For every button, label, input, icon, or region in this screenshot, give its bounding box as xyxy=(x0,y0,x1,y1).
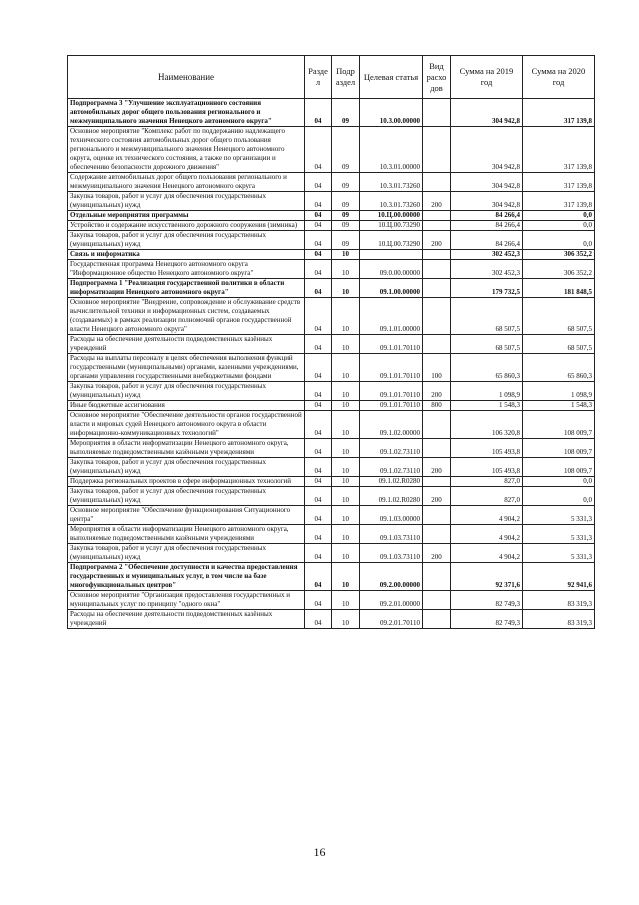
row-name: Государственная программа Ненецкого автономного округа "Информационное общество Ненецкого автономного округа" xyxy=(68,260,305,279)
row-celevaya-statya: 09.1.00.00000 xyxy=(360,279,423,298)
row-name: Подпрограмма 2 "Обеспечение доступности и качества предоставления государственных и муниципальных услуг, в том числе на базе многофункциональных центров" xyxy=(68,563,305,591)
row-razdel: 04 xyxy=(305,231,332,250)
row-vid-rashodov xyxy=(423,411,451,439)
row-razdel: 04 xyxy=(305,298,332,335)
row-vid-rashodov xyxy=(423,610,451,629)
table-row xyxy=(68,221,595,231)
row-celevaya-statya: 10.3.00.00000 xyxy=(360,99,423,127)
row-razdel: 04 xyxy=(305,439,332,458)
row-vid-rashodov xyxy=(423,260,451,279)
row-sum-2020: 181 848,5 xyxy=(523,279,595,298)
row-celevaya-statya: 09.0.00.00000 xyxy=(360,260,423,279)
row-podrazdel: 10 xyxy=(332,458,360,477)
col-header-sum2020: Сумма на 2020 год xyxy=(523,56,595,99)
table-row xyxy=(68,354,595,382)
row-podrazdel: 10 xyxy=(332,591,360,610)
row-podrazdel: 09 xyxy=(332,192,360,211)
table-row xyxy=(68,401,595,411)
row-razdel: 04 xyxy=(305,260,332,279)
row-name: Основное мероприятие "Организация предоставления государственных и муниципальных услуг по принципу "одного окна" xyxy=(68,591,305,610)
row-sum-2019: 304 942,8 xyxy=(451,99,523,127)
table-row xyxy=(68,127,595,173)
row-razdel: 04 xyxy=(305,211,332,221)
table-row xyxy=(68,506,595,525)
table-row xyxy=(68,173,595,192)
table-row xyxy=(68,260,595,279)
row-podrazdel: 10 xyxy=(332,401,360,411)
row-razdel: 04 xyxy=(305,99,332,127)
row-sum-2020: 1 098,9 xyxy=(523,382,595,401)
row-sum-2020: 83 319,3 xyxy=(523,610,595,629)
row-vid-rashodov xyxy=(423,563,451,591)
row-name: Основное мероприятие "Комплекс работ по поддержанию надлежащего технического состояния автомобильных дорог общего пользования регионального и межмуниципального значения Ненецкого автономного округа, оценке их технического состояния, а также по организации и обеспечению безопасности дорожного движения" xyxy=(68,127,305,173)
row-vid-rashodov xyxy=(423,506,451,525)
table-row xyxy=(68,231,595,250)
row-podrazdel: 10 xyxy=(332,563,360,591)
row-podrazdel: 10 xyxy=(332,250,360,260)
row-podrazdel: 10 xyxy=(332,279,360,298)
row-razdel: 04 xyxy=(305,382,332,401)
row-sum-2019: 84 266,4 xyxy=(451,221,523,231)
row-sum-2019: 1 098,9 xyxy=(451,382,523,401)
row-sum-2019: 827,0 xyxy=(451,487,523,506)
col-header-sum2019: Сумма на 2019 год xyxy=(451,56,523,99)
row-podrazdel: 10 xyxy=(332,411,360,439)
row-sum-2019: 1 548,3 xyxy=(451,401,523,411)
row-vid-rashodov xyxy=(423,477,451,487)
row-podrazdel: 10 xyxy=(332,335,360,354)
row-sum-2019: 82 749,3 xyxy=(451,591,523,610)
row-sum-2020: 0,0 xyxy=(523,477,595,487)
row-sum-2019: 82 749,3 xyxy=(451,610,523,629)
table-row xyxy=(68,411,595,439)
row-podrazdel: 10 xyxy=(332,260,360,279)
table-row xyxy=(68,250,595,260)
row-razdel: 04 xyxy=(305,544,332,563)
row-sum-2020: 68 507,5 xyxy=(523,298,595,335)
row-sum-2020: 317 139,8 xyxy=(523,99,595,127)
row-vid-rashodov xyxy=(423,250,451,260)
row-sum-2020: 83 319,3 xyxy=(523,591,595,610)
row-sum-2019: 4 904,2 xyxy=(451,506,523,525)
row-sum-2020: 0,0 xyxy=(523,221,595,231)
table-row xyxy=(68,477,595,487)
row-sum-2019: 304 942,8 xyxy=(451,127,523,173)
row-sum-2020: 108 009,7 xyxy=(523,458,595,477)
row-name: Закупка товаров, работ и услуг для обеспечения государственных (муниципальных) нужд xyxy=(68,544,305,563)
row-razdel: 04 xyxy=(305,127,332,173)
row-sum-2020: 108 009,7 xyxy=(523,439,595,458)
row-sum-2020: 5 331,3 xyxy=(523,506,595,525)
row-podrazdel: 10 xyxy=(332,477,360,487)
row-vid-rashodov xyxy=(423,127,451,173)
row-sum-2020: 108 009,7 xyxy=(523,411,595,439)
row-sum-2019: 92 371,6 xyxy=(451,563,523,591)
row-razdel: 04 xyxy=(305,458,332,477)
row-podrazdel: 09 xyxy=(332,221,360,231)
row-name: Закупка товаров, работ и услуг для обеспечения государственных (муниципальных) нужд xyxy=(68,192,305,211)
row-razdel: 04 xyxy=(305,591,332,610)
row-sum-2020: 5 331,3 xyxy=(523,525,595,544)
header-row xyxy=(68,56,595,99)
row-celevaya-statya: 09.1.01.70110 xyxy=(360,382,423,401)
row-razdel: 04 xyxy=(305,477,332,487)
row-razdel: 04 xyxy=(305,525,332,544)
row-sum-2019: 302 452,3 xyxy=(451,260,523,279)
row-vid-rashodov xyxy=(423,173,451,192)
row-vid-rashodov xyxy=(423,335,451,354)
page-number: 16 xyxy=(313,845,326,859)
row-razdel: 04 xyxy=(305,563,332,591)
row-name: Мероприятия в области информатизации Ненецкого автономного округа, выполняемые подведомственными казёнными учреждениями xyxy=(68,439,305,458)
table-row xyxy=(68,335,595,354)
row-vid-rashodov xyxy=(423,525,451,544)
table-row xyxy=(68,99,595,127)
row-name: Устройство и содержание искусственного дорожного сооружения (зимника) xyxy=(68,221,305,231)
row-podrazdel: 10 xyxy=(332,382,360,401)
row-vid-rashodov: 800 xyxy=(423,401,451,411)
row-razdel: 04 xyxy=(305,173,332,192)
table-row xyxy=(68,487,595,506)
row-sum-2019: 304 942,8 xyxy=(451,173,523,192)
row-razdel: 04 xyxy=(305,610,332,629)
row-celevaya-statya: 10.3.01.00000 xyxy=(360,127,423,173)
row-sum-2020: 0,0 xyxy=(523,487,595,506)
row-name: Содержание автомобильных дорог общего пользования регионального и межмуниципального значения Ненецкого автономного округа xyxy=(68,173,305,192)
row-vid-rashodov xyxy=(423,99,451,127)
row-vid-rashodov: 100 xyxy=(423,354,451,382)
row-podrazdel: 10 xyxy=(332,506,360,525)
row-name: Поддержка региональных проектов в сфере информационных технологий xyxy=(68,477,305,487)
table-row xyxy=(68,563,595,591)
row-podrazdel: 10 xyxy=(332,544,360,563)
row-celevaya-statya: 09.1.02.R0280 xyxy=(360,477,423,487)
row-celevaya-statya: 09.2.00.00000 xyxy=(360,563,423,591)
row-sum-2019: 68 507,5 xyxy=(451,335,523,354)
col-header-name: Наименование xyxy=(68,56,305,99)
row-razdel: 04 xyxy=(305,487,332,506)
row-podrazdel: 10 xyxy=(332,610,360,629)
table-row xyxy=(68,544,595,563)
row-sum-2020: 0,0 xyxy=(523,211,595,221)
row-sum-2020: 317 139,8 xyxy=(523,173,595,192)
table-row xyxy=(68,458,595,477)
row-celevaya-statya: 09.2.01.70110 xyxy=(360,610,423,629)
row-vid-rashodov: 200 xyxy=(423,458,451,477)
row-podrazdel: 09 xyxy=(332,99,360,127)
row-razdel: 04 xyxy=(305,335,332,354)
budget-table xyxy=(67,55,595,629)
row-name: Расходы на обеспечение деятельности подведомственных казённых учреждений xyxy=(68,610,305,629)
table-row xyxy=(68,591,595,610)
row-vid-rashodov xyxy=(423,298,451,335)
row-name: Отдельные мероприятия программы xyxy=(68,211,305,221)
row-razdel: 04 xyxy=(305,354,332,382)
row-name: Иные бюджетные ассигнования xyxy=(68,401,305,411)
row-vid-rashodov xyxy=(423,591,451,610)
row-name: Связь и информатика xyxy=(68,250,305,260)
row-sum-2019: 304 942,8 xyxy=(451,192,523,211)
row-sum-2020: 1 548,3 xyxy=(523,401,595,411)
row-sum-2020: 68 507,5 xyxy=(523,335,595,354)
row-sum-2020: 317 139,8 xyxy=(523,192,595,211)
row-razdel: 04 xyxy=(305,250,332,260)
row-sum-2020: 92 941,6 xyxy=(523,563,595,591)
row-celevaya-statya: 09.2.01.00000 xyxy=(360,591,423,610)
row-celevaya-statya: 09.1.03.00000 xyxy=(360,506,423,525)
row-sum-2020: 65 860,3 xyxy=(523,354,595,382)
row-podrazdel: 10 xyxy=(332,487,360,506)
row-razdel: 04 xyxy=(305,192,332,211)
row-podrazdel: 09 xyxy=(332,173,360,192)
row-sum-2020: 306 352,2 xyxy=(523,260,595,279)
row-vid-rashodov: 200 xyxy=(423,382,451,401)
row-sum-2019: 827,0 xyxy=(451,477,523,487)
row-sum-2019: 84 266,4 xyxy=(451,211,523,221)
row-sum-2019: 105 493,8 xyxy=(451,458,523,477)
row-podrazdel: 10 xyxy=(332,525,360,544)
row-vid-rashodov xyxy=(423,211,451,221)
row-celevaya-statya: 10.3.01.73260 xyxy=(360,192,423,211)
row-celevaya-statya: 09.1.02.73110 xyxy=(360,458,423,477)
row-podrazdel: 10 xyxy=(332,439,360,458)
row-name: Расходы на обеспечение деятельности подведомственных казённых учреждений xyxy=(68,335,305,354)
row-celevaya-statya xyxy=(360,250,423,260)
row-vid-rashodov: 200 xyxy=(423,192,451,211)
table-row xyxy=(68,192,595,211)
row-celevaya-statya: 09.1.01.70110 xyxy=(360,401,423,411)
row-vid-rashodov xyxy=(423,221,451,231)
row-celevaya-statya: 10.3.01.73260 xyxy=(360,173,423,192)
row-celevaya-statya: 09.1.02.R0280 xyxy=(360,487,423,506)
row-name: Основное мероприятие "Обеспечение деятельности органов государственной власти и мировых судей Ненецкого автономного округа в области информационно-коммуникационных технологий" xyxy=(68,411,305,439)
row-name: Закупка товаров, работ и услуг для обеспечения государственных (муниципальных) нужд xyxy=(68,458,305,477)
row-sum-2019: 179 732,5 xyxy=(451,279,523,298)
row-podrazdel: 10 xyxy=(332,354,360,382)
row-podrazdel: 09 xyxy=(332,231,360,250)
row-celevaya-statya: 09.1.01.70110 xyxy=(360,354,423,382)
table-row xyxy=(68,279,595,298)
row-sum-2019: 105 493,8 xyxy=(451,439,523,458)
row-vid-rashodov xyxy=(423,279,451,298)
row-vid-rashodov: 200 xyxy=(423,487,451,506)
table-row xyxy=(68,439,595,458)
row-sum-2019: 68 507,5 xyxy=(451,298,523,335)
row-name: Мероприятия в области информатизации Ненецкого автономного округа, выполняемые подведомственными казёнными учреждениями xyxy=(68,525,305,544)
row-sum-2019: 4 904,2 xyxy=(451,544,523,563)
row-celevaya-statya: 09.1.03.73110 xyxy=(360,525,423,544)
row-sum-2019: 84 266,4 xyxy=(451,231,523,250)
row-razdel: 04 xyxy=(305,401,332,411)
table-row xyxy=(68,525,595,544)
row-name: Основное мероприятие "Обеспечение функционирования Ситуационного центра" xyxy=(68,506,305,525)
row-sum-2019: 4 904,2 xyxy=(451,525,523,544)
row-razdel: 04 xyxy=(305,221,332,231)
row-podrazdel: 09 xyxy=(332,211,360,221)
row-razdel: 04 xyxy=(305,411,332,439)
table-row xyxy=(68,211,595,221)
row-name: Основное мероприятие "Внедрение, сопровождение и обслуживание средств вычислительной техники и информационных систем, создаваемых (создаваемых) в рамках реализации полномочий органов государственной власти Ненецкого автономного округа" xyxy=(68,298,305,335)
col-header-razdel: Разде л xyxy=(305,56,332,99)
row-celevaya-statya: 09.1.03.73110 xyxy=(360,544,423,563)
row-vid-rashodov xyxy=(423,439,451,458)
row-celevaya-statya: 10.Ц.00.00000 xyxy=(360,211,423,221)
row-podrazdel: 09 xyxy=(332,127,360,173)
row-celevaya-statya: 09.1.01.70110 xyxy=(360,335,423,354)
table-row xyxy=(68,298,595,335)
row-sum-2019: 302 452,3 xyxy=(451,250,523,260)
row-celevaya-statya: 09.1.02.00000 xyxy=(360,411,423,439)
row-name: Подпрограмма 1 "Реализация государственной политики в области информатизации Ненецкого автономного округа" xyxy=(68,279,305,298)
row-celevaya-statya: 09.1.02.73110 xyxy=(360,439,423,458)
row-celevaya-statya: 10.Ц.00.73290 xyxy=(360,231,423,250)
row-sum-2020: 5 331,3 xyxy=(523,544,595,563)
row-sum-2020: 306 352,2 xyxy=(523,250,595,260)
col-header-podrazdel: Подр аздел xyxy=(332,56,360,99)
row-sum-2020: 0,0 xyxy=(523,231,595,250)
row-name: Закупка товаров, работ и услуг для обеспечения государственных (муниципальных) нужд xyxy=(68,487,305,506)
table-row xyxy=(68,382,595,401)
row-razdel: 04 xyxy=(305,506,332,525)
row-name: Расходы на выплаты персоналу в целях обеспечения выполнения функций государственными (муниципальными) органами, казенными учреждениями, органами управления государственными внебюджетными фондами xyxy=(68,354,305,382)
row-vid-rashodov: 200 xyxy=(423,544,451,563)
row-name: Подпрограмма 3 "Улучшение эксплуатационного состояния автомобильных дорог общего пользования регионального и межмуниципального значения Ненецкого автономного округа" xyxy=(68,99,305,127)
row-name: Закупка товаров, работ и услуг для обеспечения государственных (муниципальных) нужд xyxy=(68,231,305,250)
row-celevaya-statya: 10.Ц.00.73290 xyxy=(360,221,423,231)
row-celevaya-statya: 09.1.01.00000 xyxy=(360,298,423,335)
row-name: Закупка товаров, работ и услуг для обеспечения государственных (муниципальных) нужд xyxy=(68,382,305,401)
row-sum-2020: 317 139,8 xyxy=(523,127,595,173)
col-header-statya: Целевая статья xyxy=(360,56,423,99)
row-podrazdel: 10 xyxy=(332,298,360,335)
row-razdel: 04 xyxy=(305,279,332,298)
row-sum-2019: 65 860,3 xyxy=(451,354,523,382)
col-header-vid: Вид расхо дов xyxy=(423,56,451,99)
row-vid-rashodov: 200 xyxy=(423,231,451,250)
table-row xyxy=(68,610,595,629)
row-sum-2019: 106 320,8 xyxy=(451,411,523,439)
